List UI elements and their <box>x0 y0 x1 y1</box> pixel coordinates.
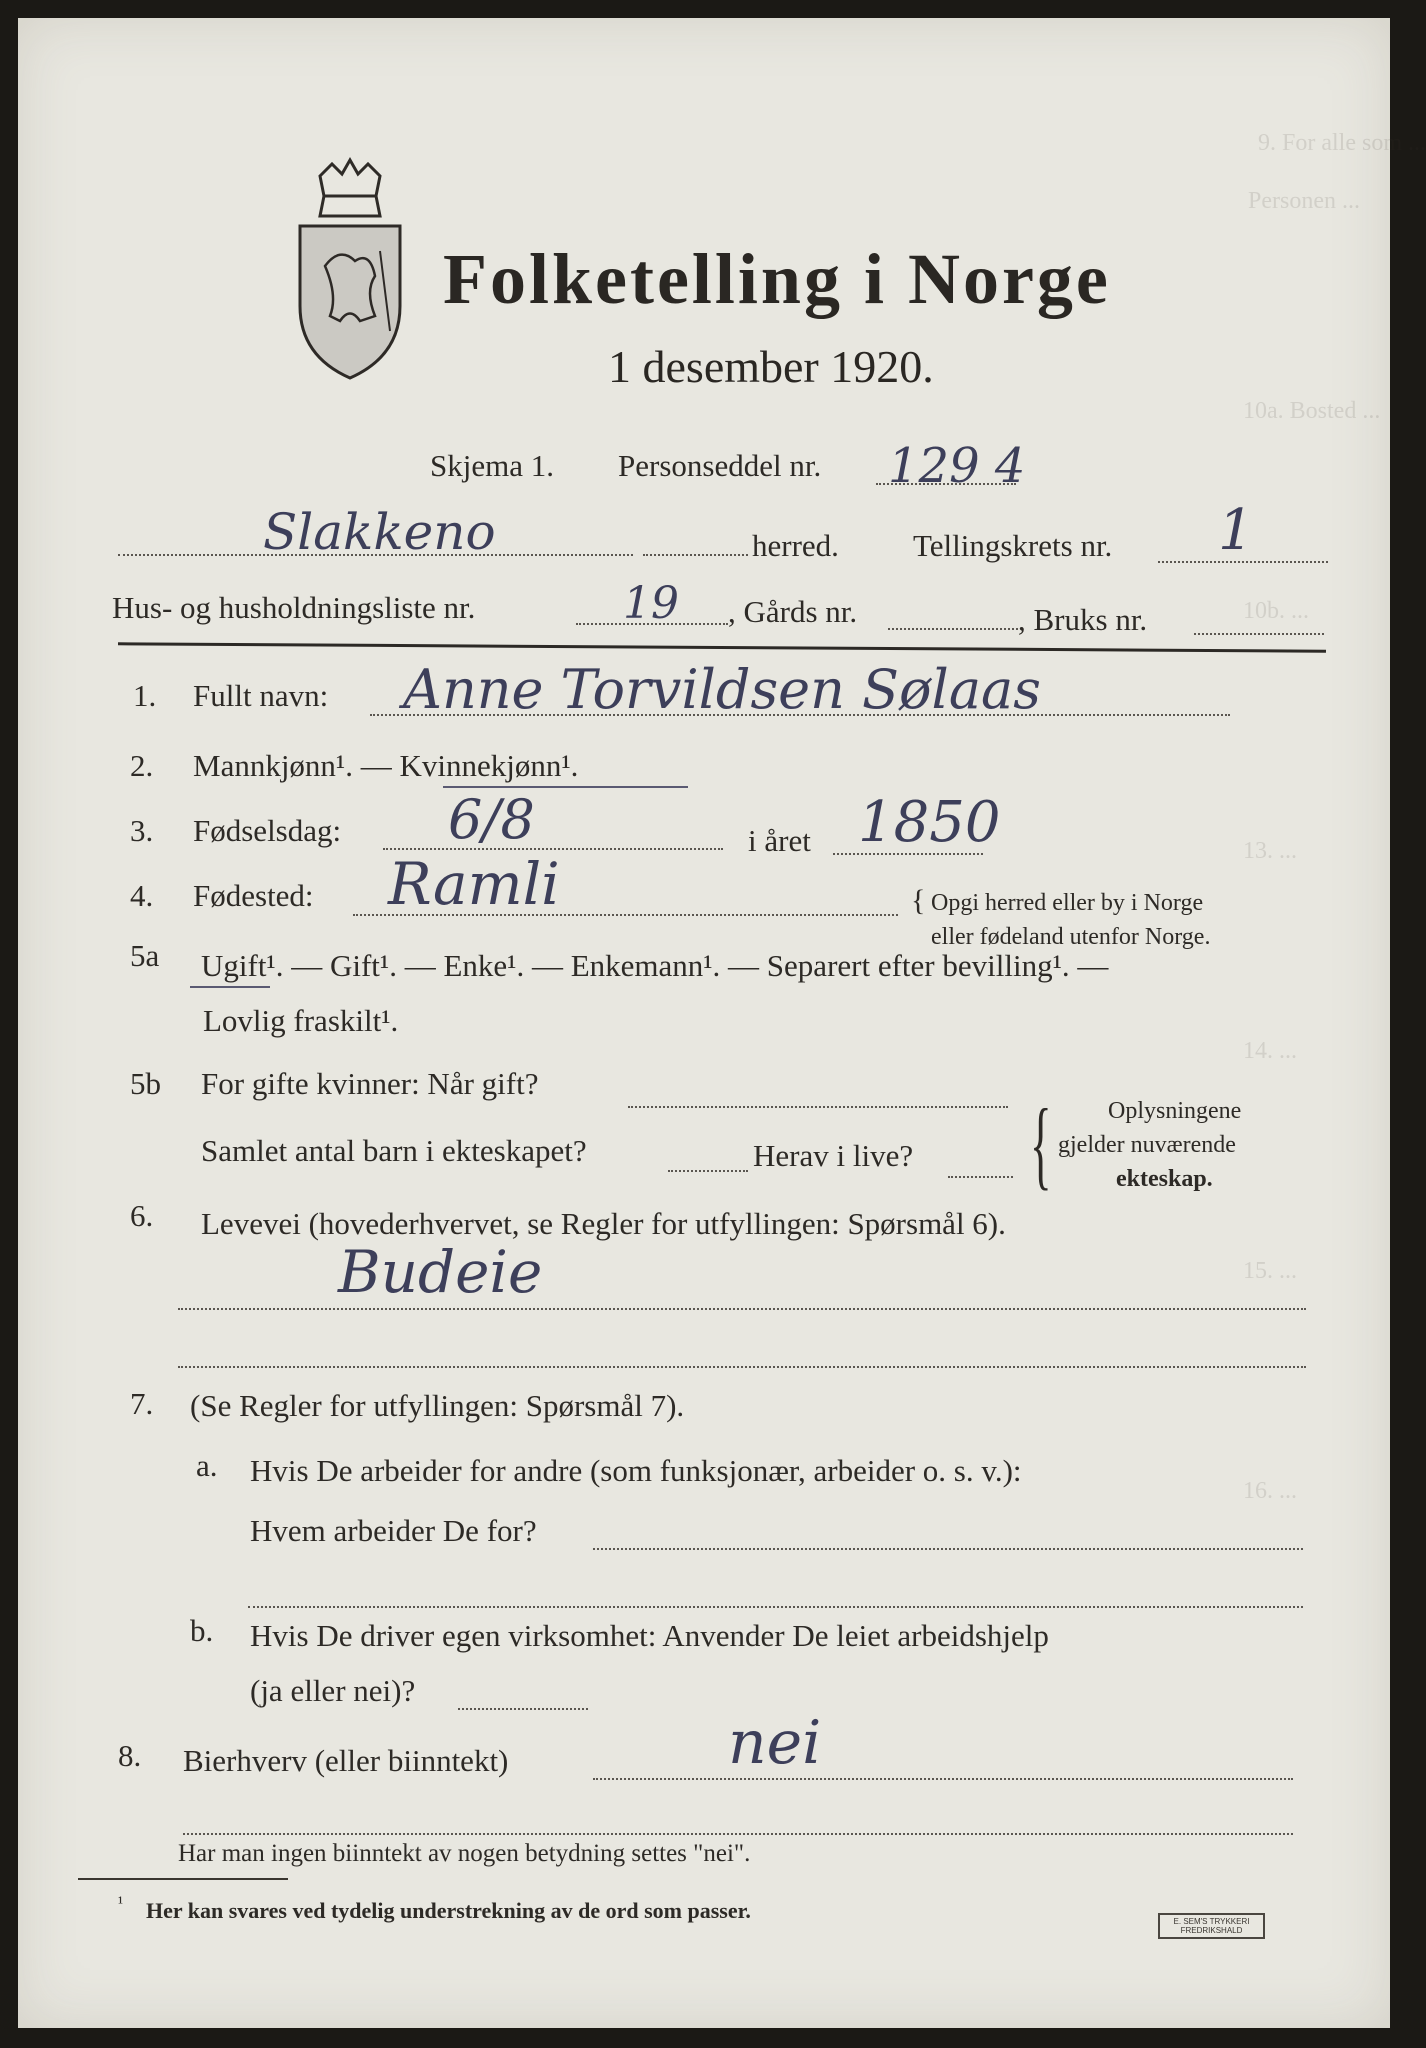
occupation-field-line-2[interactable] <box>178 1366 1306 1368</box>
printer-stamp <box>1158 1913 1265 1939</box>
printer-stamp-line1: E. SEM'S TRYKKERI <box>1173 1917 1250 1926</box>
side-income-field-line-2[interactable] <box>183 1833 1293 1835</box>
side-income-field[interactable]: nei <box>728 1708 822 1778</box>
herred-name-field[interactable]: Slakkeno <box>263 503 496 561</box>
q3-number: 3. <box>130 813 154 848</box>
marriage-note-line3: ekteskap. <box>1116 1166 1213 1192</box>
tellingskrets-label: Tellingskrets nr. <box>913 528 1113 563</box>
q5a-number: 5a <box>130 938 160 973</box>
q7a-letter: a. <box>196 1448 218 1483</box>
brace-mark: { <box>911 884 926 917</box>
q1-number: 1. <box>133 678 157 713</box>
bleed-through-text: 15. ... <box>1243 1258 1297 1284</box>
q6-number: 6. <box>130 1198 154 1233</box>
occupation-field[interactable]: Budeie <box>338 1238 543 1306</box>
married-when-label: For gifte kvinner: Når gift? <box>201 1066 539 1101</box>
bleed-through-text: Personen ... <box>1248 188 1360 214</box>
bleed-through-text: 10b. ... <box>1243 598 1309 624</box>
form-title: Folketelling i Norge <box>443 239 1111 319</box>
herred-field-line-2 <box>643 554 748 556</box>
herred-label: herred. <box>752 528 839 563</box>
birth-year-label: i året <box>748 823 811 858</box>
hired-help-field-line[interactable] <box>458 1708 588 1710</box>
side-income-instruction: Har man ingen biinntekt av nogen betydning settes "nei". <box>178 1840 751 1867</box>
q5b-number: 5b <box>130 1066 161 1101</box>
footnote-divider <box>78 1878 288 1880</box>
birthplace-label: Fødested: <box>193 878 314 913</box>
q7b-question: Hvis De driver egen virksomhet: Anvender De leiet arbeidshjelp <box>250 1618 1049 1653</box>
personseddel-number-field[interactable]: 129 4 <box>888 438 1026 494</box>
birthdate-field[interactable]: 6/8 <box>448 788 535 851</box>
tellingskrets-number-field[interactable]: 1 <box>1218 498 1254 563</box>
brace-mark: { <box>1030 1088 1052 1199</box>
herred-field-line <box>118 554 633 556</box>
coat-of-arms-icon <box>280 156 420 386</box>
full-name-field[interactable]: Anne Torvildsen Sølaas <box>403 658 1041 721</box>
birthplace-field[interactable]: Ramli <box>388 850 560 918</box>
marital-status-options[interactable]: Ugift¹. — Gift¹. — Enke¹. — Enkemann¹. — Separert efter bevilling¹. — <box>201 948 1109 983</box>
side-income-field-line <box>593 1778 1293 1780</box>
footnote-mark: ¹ <box>118 1893 124 1912</box>
occupation-field-line <box>178 1308 1306 1310</box>
children-count-label: Samlet antal barn i ekteskapet? <box>201 1133 587 1168</box>
q4-number: 4. <box>130 878 154 913</box>
bleed-through-text: 13. ... <box>1243 838 1297 864</box>
q7a-question: Hvis De arbeider for andre (som funksjonær, arbeider o. s. v.): <box>250 1453 1022 1488</box>
birthdate-label: Fødselsdag: <box>193 813 342 848</box>
employer-field-line-2[interactable] <box>248 1606 1303 1608</box>
q2-number: 2. <box>130 748 154 783</box>
marital-selection-underline <box>190 986 270 988</box>
occupation-label: Levevei (hovederhvervet, se Regler for utfyllingen: Spørsmål 6). <box>201 1206 1006 1241</box>
q7-number: 7. <box>130 1386 154 1421</box>
employer-field-line[interactable] <box>593 1548 1303 1550</box>
birthplace-note-line2: eller fødeland utenfor Norge. <box>931 924 1211 950</box>
birth-year-field[interactable]: 1850 <box>858 790 1001 855</box>
children-alive-field-line[interactable] <box>948 1176 1013 1178</box>
sex-options[interactable]: Mannkjønn¹. — Kvinnekjønn¹. <box>193 748 579 783</box>
bruks-field-line[interactable] <box>1194 633 1324 635</box>
side-income-label: Bierhverv (eller biinntekt) <box>183 1743 509 1778</box>
gards-label: , Gårds nr. <box>728 594 858 629</box>
children-count-field-line[interactable] <box>668 1170 748 1172</box>
bleed-through-text: 9. For alle som ... <box>1258 130 1426 156</box>
q7-label: (Se Regler for utfyllingen: Spørsmål 7). <box>190 1388 685 1423</box>
marriage-note-line2: gjelder nuværende <box>1058 1132 1236 1158</box>
children-alive-label: Herav i live? <box>753 1138 914 1173</box>
footnote-text: Her kan svares ved tydelig understrekning av de ord som passer. <box>146 1898 751 1923</box>
married-when-field-line[interactable] <box>628 1106 1008 1108</box>
full-name-label: Fullt navn: <box>193 678 329 713</box>
personseddel-label: Personseddel nr. <box>618 448 822 483</box>
printer-stamp-line2: FREDRIKSHALD <box>1180 1926 1243 1935</box>
bleed-through-text: 10a. Bosted ... <box>1243 398 1381 424</box>
marriage-note-line1: Oplysningene <box>1108 1098 1242 1124</box>
bleed-through-text: 16. ... <box>1243 1478 1297 1504</box>
husholdning-label: Hus- og husholdningsliste nr. <box>112 590 476 625</box>
bleed-through-text: 14. ... <box>1243 1038 1297 1064</box>
q7b-letter: b. <box>190 1613 214 1648</box>
hired-help-label: (ja eller nei)? <box>250 1673 416 1708</box>
header-divider <box>118 642 1326 652</box>
birthplace-note-line1: Opgi herred eller by i Norge <box>931 890 1204 916</box>
census-form-page <box>18 18 1426 2028</box>
employer-label: Hvem arbeider De for? <box>250 1513 537 1548</box>
gards-field-line[interactable] <box>888 628 1018 630</box>
bruks-label: , Bruks nr. <box>1018 602 1148 637</box>
form-date: 1 desember 1920. <box>608 341 934 392</box>
q8-number: 8. <box>118 1738 142 1773</box>
marital-status-divorced[interactable]: Lovlig fraskilt¹. <box>203 1003 399 1038</box>
skjema-label: Skjema 1. <box>430 448 554 483</box>
husholdning-number-field[interactable]: 19 <box>623 578 679 629</box>
